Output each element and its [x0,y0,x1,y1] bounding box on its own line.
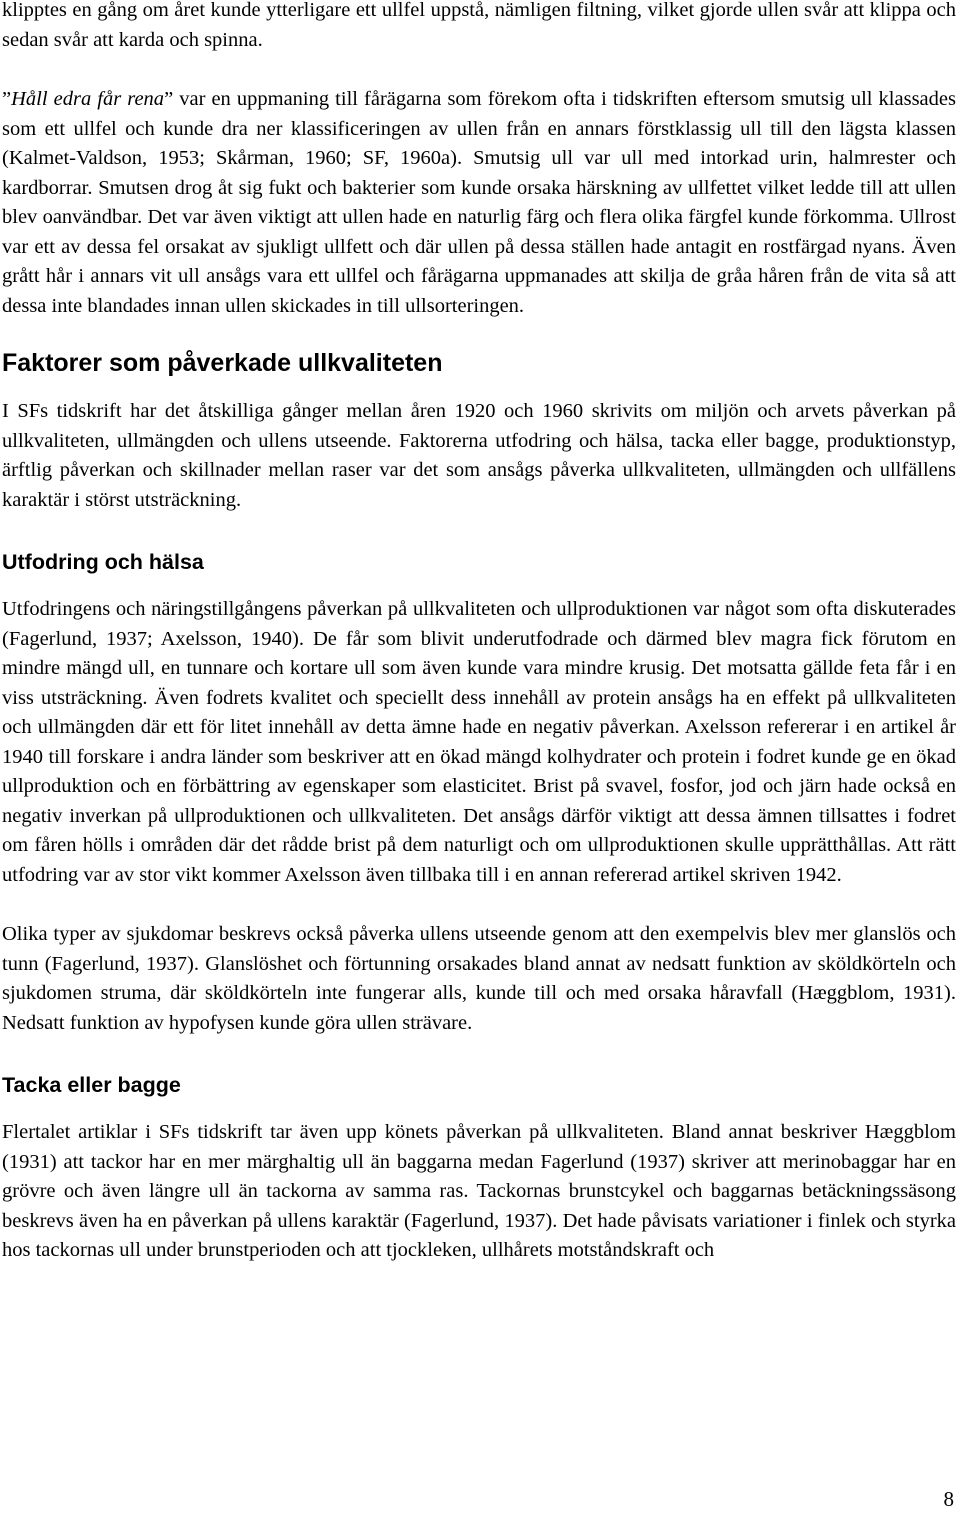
paragraph-utfodring: Utfodringens och näringstillgångens påverkan på ullkvaliteten och ullproduktionen var något som ofta diskuterades (Fagerlund, 1937; Axelsson, 1940). De får som blivit underutfodrade och därmed blev magra fick förutom en mindre mängd ull, en tunnare och kortare ull som även kunde vara mindre krusig. Det motsatta gällde feta får i en viss utsträckning. Även fodrets kvalitet och speciellt dess innehåll av protein ansågs ha en effekt på ullkvaliteten och ullmängden där ett för litet innehåll av detta ämne hade en negativ påverkan. Axelsson refererar i en artikel år 1940 till forskare i andra länder som beskriver att en ökad mängd kolhydrater och protein i fodret kunde ge en ökad ullproduktion och en förbättring av egenskaper som elasticitet. Brist på svavel, fosfor, jod och järn hade också en negativ inverkan på ullproduktionen och ullkvaliteten. Det ansågs därför viktigt att dessa ämnen tillsattes i fodret om fåren hölls i områden där det rådde brist på dem naturligt och om ullproduktionen skulle upprätthållas. Att rätt utfodring var av stor vikt kommer Axelsson även tillbaka till i en annan refererad artikel skriven 1942. [2,598,956,886]
paragraph-rena-far-rest: ” var en uppmaning till fårägarna som förekom ofta i tidskriften eftersom smutsig ull klassades som ett ullfel och kunde dra ner klassificeringen av ullen från en annars förstklassig ull till den lägsta klassen (Kalmet-Valdson, 1953; Skårman, 1960; SF, 1960a). Smutsig ull var ull med intorkad urin, halmrester och kardborrar. Smutsen drog åt sig fukt och bakterier som kunde orsaka härskning av ullfettet vilket ledde till att ullen blev oanvändbar. Det var även viktigt att ullen hade en naturlig färg och flera olika färgfel kunde förkomma. Ullrost var ett av dessa fel orsakat av sjukligt ullfett och där ullen på dessa ställen hade antagit en rostfärgad nyans. Även grått hår i annars vit ull ansågs vara ett ullfel och fårägarna uppmanades att skilja de gråa håren från de vita så att dessa inte blandades innan ullen skickades in till ullsorteringen. [2,88,956,317]
open-quote: ” [2,88,12,110]
heading-utfodring: Utfodring och hälsa [2,550,204,574]
page-number: 8 [943,1487,954,1511]
heading-faktorer: Faktorer som påverkade ullkvaliteten [2,349,443,377]
paragraph-tacka-bagge: Flertalet artiklar i SFs tidskrift tar även upp könets påverkan på ullkvaliteten. Bland annat beskriver Hæggblom (1931) att tackor har en mer märghaltig ull än baggarna medan Fagerlund (1937) skriver att merinobaggar har en grövre och även längre ull än tackorna av samma ras. Tackornas brunstcykel och baggarnas betäckningssäsong beskrevs även ha en påverkan på ullens karaktär (Fagerlund, 1937). Det hade påvisats variationer i finlek och styrka hos tackornas ull under brunstperioden och att tjockleken, ullhårets motståndskraft och [2,1121,956,1261]
document-page [2,0,956,1266]
paragraph-filtning: klipptes en gång om året kunde ytterligare ett ullfel uppstå, nämligen filtning, vilket gjorde ullen svår att klippa och sedan svår att karda och spinna. [2,0,956,51]
paragraph-faktorer: I SFs tidskrift har det åtskilliga gånger mellan åren 1920 och 1960 skrivits om miljön och arvets påverkan på ullkvaliteten, ullmängden och ullens utseende. Faktorerna utfodring och hälsa, tacka eller bagge, produktionstyp, ärftlig påverkan och skillnader mellan raser var det som ansågs påverka ullkvaliteten, ullmängden och ullfällens karaktär i störst utsträckning. [2,400,956,511]
paragraph-rena-far [2,85,956,321]
paragraph-sjukdomar: Olika typer av sjukdomar beskrevs också påverka ullens utseende genom att den exempelvis blev mer glanslös och tunn (Fagerlund, 1937). Glanslöshet och förtunning orsakades bland annat av nedsatt funktion av sköldkörteln och sjukdomen struma, där sköldkörteln inte fungerar alls, kunde till och med orsaka håravfall (Hæggblom, 1931). Nedsatt funktion av hypofysen kunde göra ullen strävare. [2,923,956,1034]
italic-quote: Håll edra får rena [11,88,165,110]
heading-tacka-bagge: Tacka eller bagge [2,1073,181,1097]
